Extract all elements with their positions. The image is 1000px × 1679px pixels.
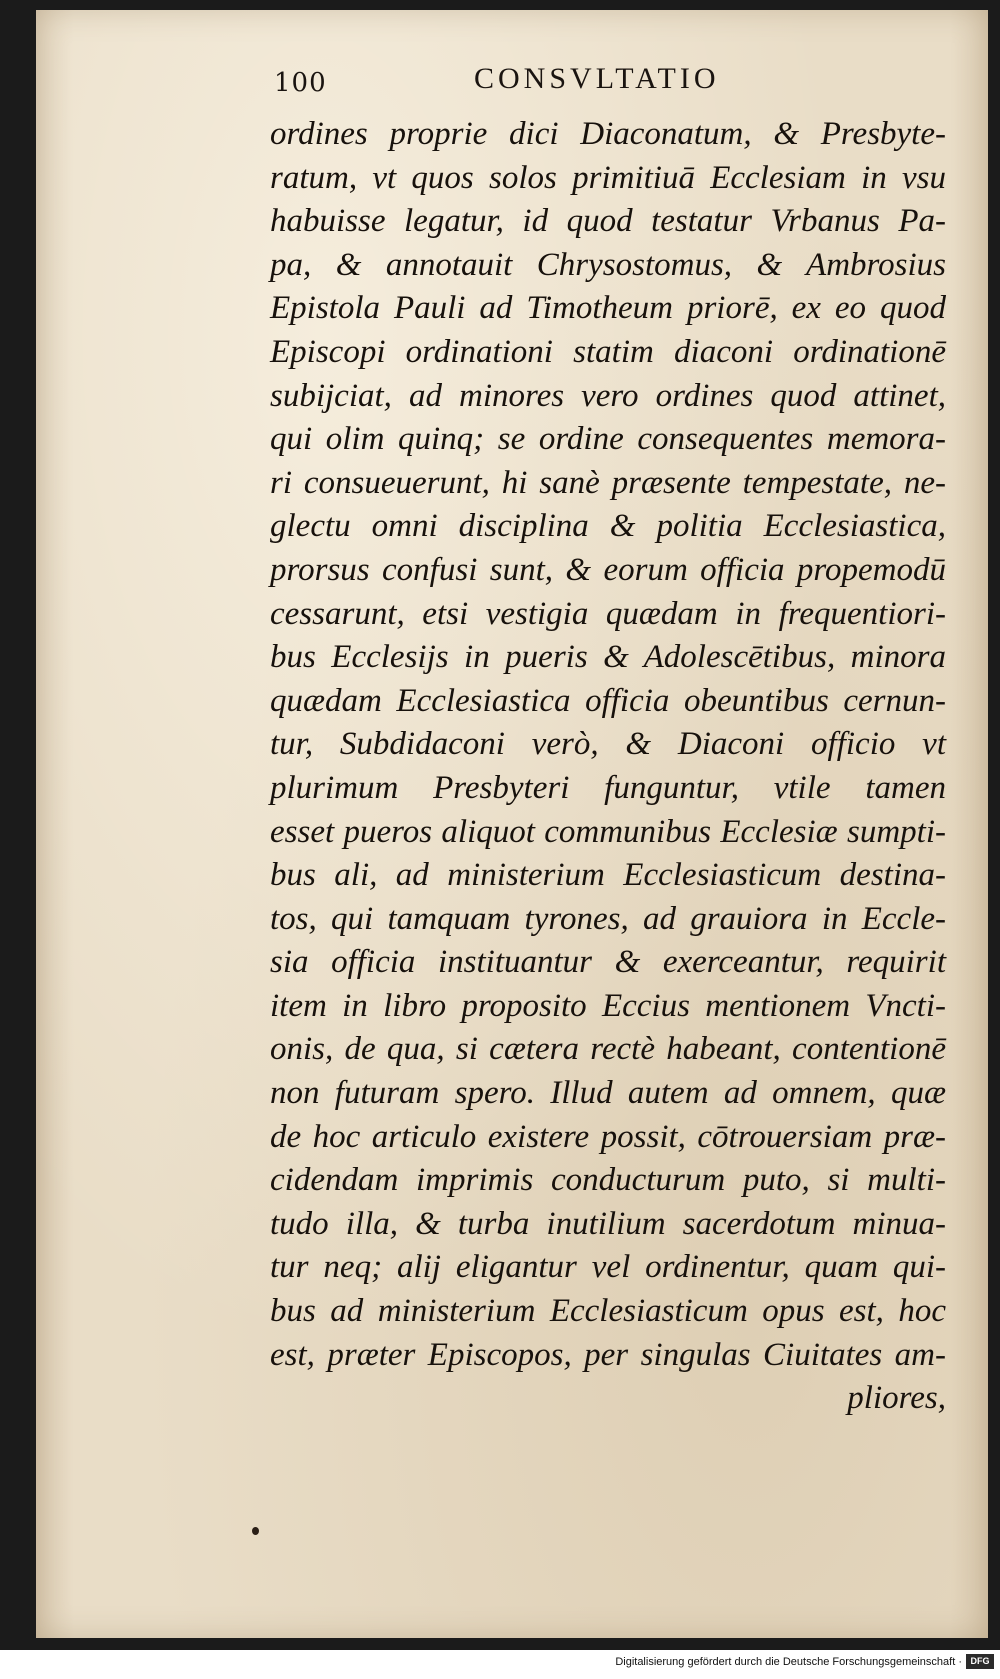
ink-speck [252, 1527, 259, 1535]
text-line: bus ad ministerium Ecclesiasticum opus est, hoc [270, 1293, 946, 1330]
text-line: plurimum Presbyteri funguntur, vtile tamen [270, 769, 946, 806]
text-line: tur neq; alij eligantur vel ordinentur, quam qui- [270, 1249, 946, 1286]
text-line: onis, de qua, si cætera rectè habeant, contentionē [270, 1031, 946, 1068]
text-line: non futuram spero. Illud autem ad omnem, quæ [270, 1075, 946, 1112]
text-line: ordines proprie dici Diaconatum, & Presbyte- [270, 116, 946, 152]
text-line: cidendam imprimis conducturum puto, si multi- [270, 1162, 946, 1199]
text-line: bus ali, ad ministerium Ecclesiasticum destina- [270, 857, 946, 894]
text-line: prorsus confusi sunt, & eorum officia propemodū [270, 551, 946, 588]
text-line: tudo illa, & turba inutilium sacerdotum minua- [270, 1205, 946, 1242]
text-line: Episcopi ordinationi statim diaconi ordinationē [270, 333, 946, 370]
text-line: sia officia instituantur & exerceantur, requirit [270, 944, 946, 981]
text-line: cessarunt, etsi vestigia quædam in frequentiori- [270, 595, 946, 632]
text-line: qui olim quinq; se ordine consequentes memora- [270, 421, 946, 458]
dfg-logo: DFG [966, 1654, 994, 1669]
text-line: glectu omni disciplina & politia Ecclesiastica, [270, 508, 946, 545]
book-page [36, 10, 988, 1638]
text-line: item in libro proposito Eccius mentionem Vncti- [270, 987, 946, 1024]
text-line: habuisse legatur, id quod testatur Vrbanus Pa- [270, 203, 946, 240]
text-line: pa, & annotauit Chrysostomus, & Ambrosius [270, 246, 946, 283]
text-line: bus Ecclesijs in pueris & Adolescētibus, minora [270, 639, 946, 676]
text-line: de hoc articulo existere possit, cōtrouersiam præ- [270, 1118, 946, 1155]
text-line: pliores, [847, 1380, 946, 1417]
text-line: ri consueuerunt, hi sanè præsente tempestate, ne- [270, 464, 946, 501]
text-line: quædam Ecclesiastica officia obeuntibus cernun- [270, 682, 946, 719]
footer-credit: Digitalisierung gefördert durch die Deutsche Forschungsgemeinschaft · [615, 1656, 962, 1668]
text-line: ratum, vt quos solos primitiuā Ecclesiam in vsu [270, 159, 946, 196]
text-line: Epistola Pauli ad Timotheum priorē, ex eo quod [270, 290, 946, 327]
text-line: subijciat, ad minores vero ordines quod attinet, [270, 377, 946, 414]
text-line: esset pueros aliquot communibus Ecclesiæ sumpti- [270, 813, 946, 850]
body-text [270, 113, 946, 1421]
text-line: tur, Subdidaconi verò, & Diaconi officio vt [270, 726, 946, 763]
text-line: tos, qui tamquam tyrones, ad grauiora in Eccle- [270, 900, 946, 937]
running-head: CONSVLTATIO [474, 62, 720, 95]
page-header [274, 62, 834, 102]
page-number: 100 [274, 68, 327, 98]
footer-bar [0, 1650, 1000, 1679]
text-line: est, præter Episcopos, per singulas Ciuitates am- [270, 1336, 946, 1373]
